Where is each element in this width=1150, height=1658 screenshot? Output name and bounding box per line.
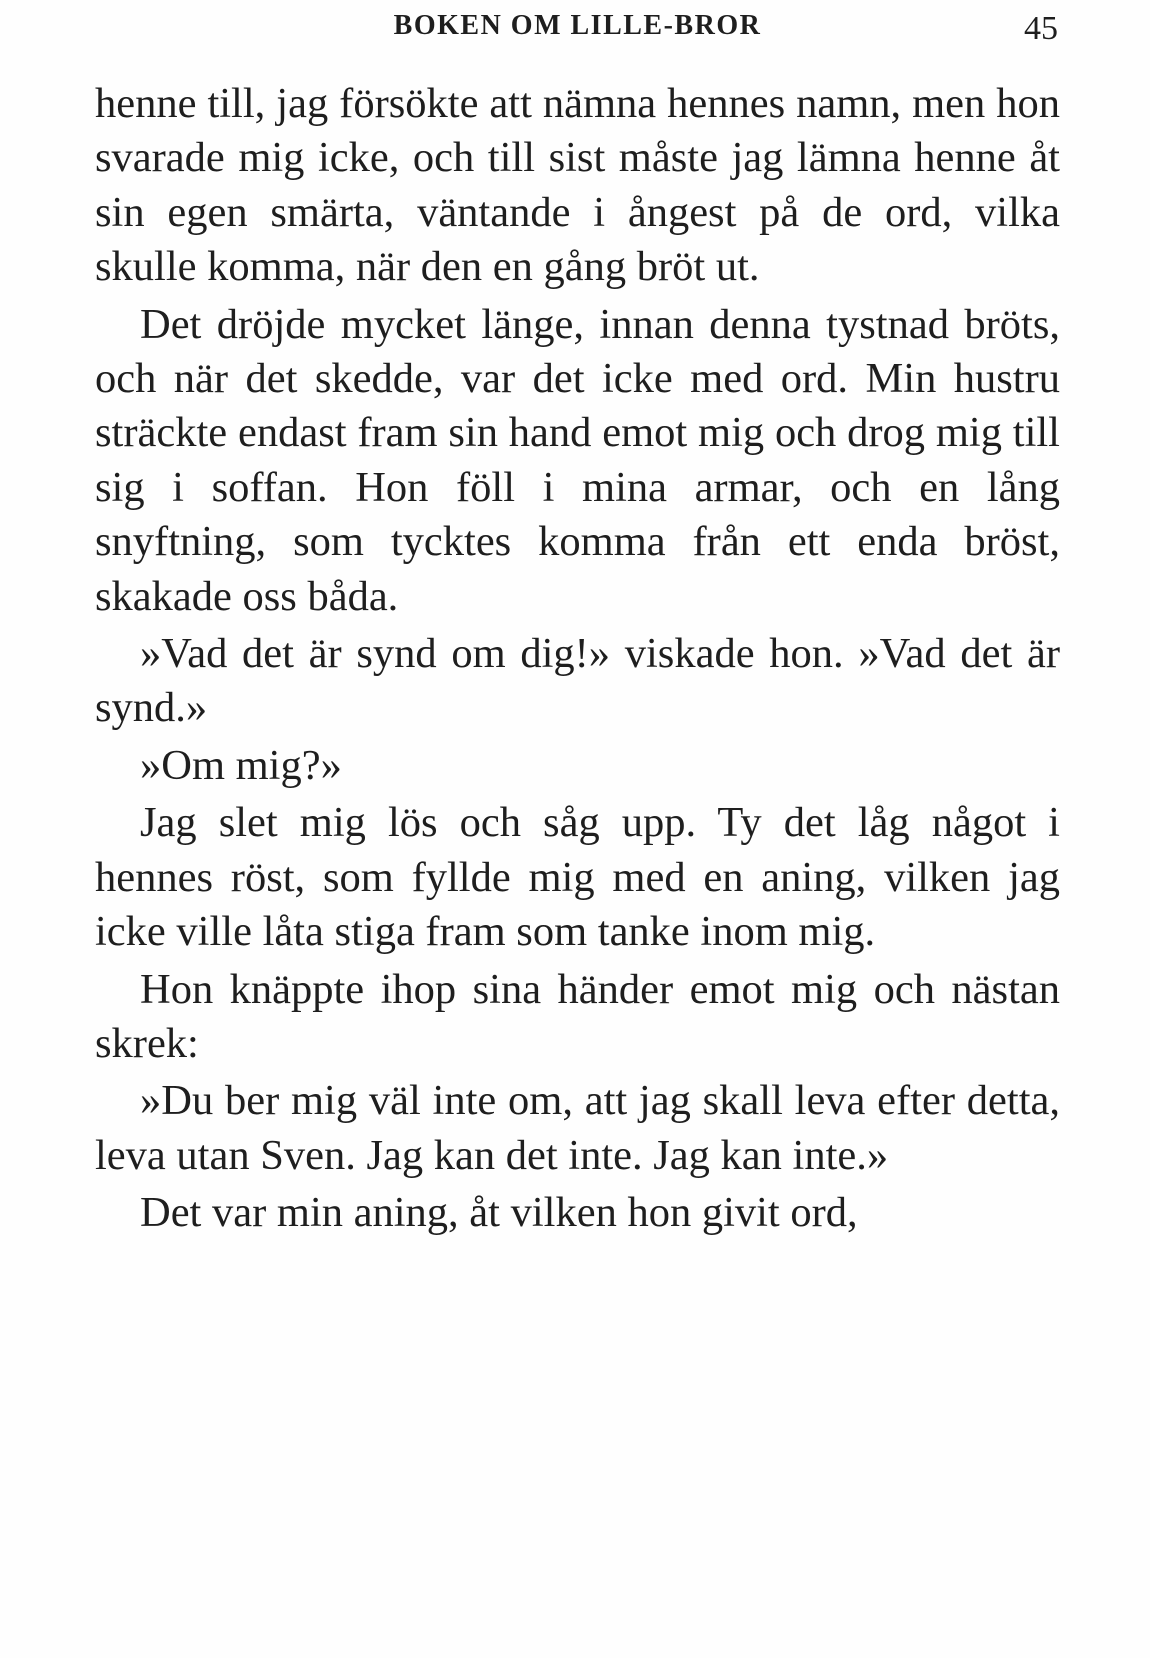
paragraph: »Du ber mig väl inte om, att jag skall leva efter detta, leva utan Sven. Jag kan det inte. Jag kan inte.» [95, 1077, 1060, 1179]
paragraph: henne till, jag försökte att nämna hennes namn, men hon svarade mig icke, och till sist måste jag lämna henne åt sin egen smärta, väntande i ångest på de ord, vilka skulle komma, när den en gång bröt ut. [95, 80, 1060, 291]
page-number: 45 [1024, 10, 1058, 47]
paragraph: Jag slet mig lös och såg upp. Ty det låg något i hennes röst, som fyllde mig med en aning, vilken jag icke ville låta stiga fram som tanke inom mig. [95, 799, 1060, 956]
paragraph: »Om mig?» [140, 741, 342, 789]
page-header [95, 10, 1060, 50]
paragraph: Hon knäppte ihop sina händer emot mig och nästan skrek: [95, 965, 1060, 1067]
paragraph: »Vad det är synd om dig!» viskade hon. »Vad det är synd.» [95, 630, 1060, 732]
body-text [95, 77, 1060, 1241]
running-title: BOKEN OM LILLE-BROR [393, 10, 762, 41]
paragraph: Det var min aning, åt vilken hon givit ord, [140, 1189, 858, 1237]
paragraph: Det dröjde mycket länge, innan denna tystnad bröts, och när det skedde, var det icke med ord. Min hustru sträckte endast fram sin hand emot mig och drog mig till sig i soffan. Hon föll i mina armar, och en lång snyftning, som tycktes komma från ett enda bröst, skakade oss båda. [95, 300, 1060, 620]
